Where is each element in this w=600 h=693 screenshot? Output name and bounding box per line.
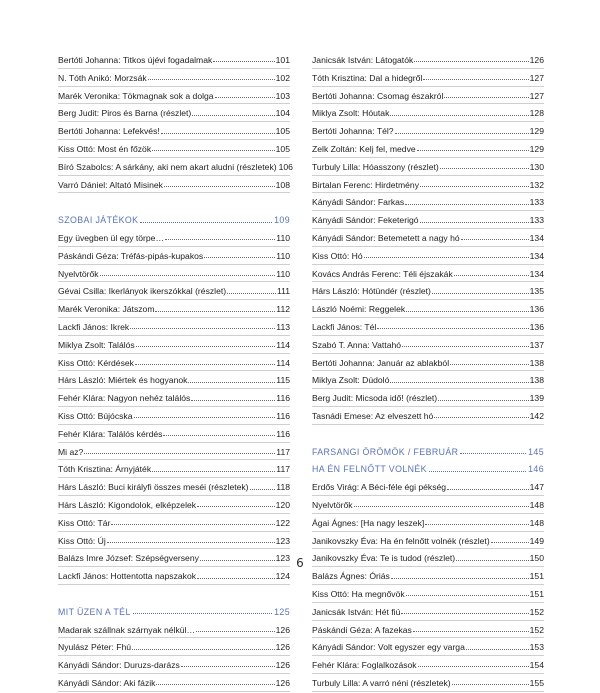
- page-ref: 138: [529, 375, 544, 386]
- dot-leader: [191, 394, 275, 401]
- toc-entry: [312, 497, 544, 515]
- entry-title: Kiss Ottó: Tár: [58, 517, 111, 528]
- toc-entry: [58, 426, 290, 444]
- toc-entry: [312, 283, 544, 301]
- page-ref: 101: [275, 55, 290, 65]
- page-ref: 126: [275, 660, 290, 671]
- entry-title: Kányádi Sándor: Feketerigó: [312, 215, 419, 226]
- dot-leader: [466, 643, 529, 650]
- dot-leader: [152, 465, 275, 472]
- toc-section-heading: [58, 604, 290, 622]
- toc-entry: [58, 52, 290, 70]
- dot-leader: [133, 607, 272, 614]
- toc-entry: [312, 337, 544, 355]
- toc-entry: [58, 88, 290, 106]
- dot-leader: [454, 269, 529, 276]
- entry-title: Kányádi Sándor: Betemetett a nagy hó: [312, 232, 460, 243]
- page-ref: 123: [275, 535, 290, 546]
- toc-entry: [58, 675, 290, 693]
- page-ref: 111: [276, 286, 290, 297]
- entry-title: Turbuly Lilla: A varró néni (részletek): [312, 677, 451, 688]
- entry-title: N. Tóth Anikó: Morzsák: [58, 72, 147, 83]
- entry-title: Bertóti Johanna: Január az ablakból: [312, 357, 450, 368]
- page-ref: 153: [529, 642, 544, 653]
- toc-entry: [312, 372, 544, 390]
- dot-leader: [196, 625, 275, 632]
- entry-title: Kiss Ottó: Most én főzök: [58, 143, 152, 154]
- dot-leader: [156, 678, 274, 685]
- toc-entry: [58, 444, 290, 462]
- toc-entry: [312, 515, 544, 533]
- dot-leader: [452, 678, 529, 685]
- toc-entry: [58, 461, 290, 479]
- toc-entry: [312, 70, 544, 88]
- entry-title: Miklya Zsolt: Dúdoló: [312, 375, 390, 386]
- dot-leader: [364, 251, 529, 258]
- section-title: FARSANGI ÖRÖMÖK / FEBRUÁR: [312, 446, 459, 457]
- page-ref: 152: [529, 624, 544, 635]
- entry-title: Miklya Zsolt: Hóutak: [312, 108, 390, 119]
- entry-title: Kányádi Sándor: Volt egyszer egy varga: [312, 642, 465, 653]
- section-title: MIT ÜZEN A TÉL: [58, 606, 131, 617]
- entry-title: Kányádi Sándor: Duruzs-darázs: [58, 660, 180, 671]
- dot-leader: [395, 127, 529, 134]
- page-ref: 126: [275, 624, 290, 635]
- entry-title: Varró Dániel: Altató Misinek: [58, 179, 163, 190]
- dot-leader: [215, 91, 275, 98]
- page-ref: 128: [529, 108, 544, 119]
- dot-leader: [164, 180, 275, 187]
- dot-leader: [390, 109, 528, 116]
- dot-leader: [438, 394, 529, 401]
- entry-title: Janikovszky Éva: Ha én felnőtt volnék (részlet): [312, 535, 490, 546]
- dot-leader: [354, 500, 529, 507]
- toc-entry: [312, 568, 544, 586]
- entry-title: Egy üvegben ül egy törpe…: [58, 232, 165, 243]
- entry-title: Madarak szállnak szárnyak nélkül…: [58, 624, 196, 635]
- section-spacer: [58, 194, 290, 212]
- entry-title: Kiss Ottó: Kérdések: [58, 357, 134, 368]
- page-ref: 115: [276, 375, 290, 386]
- page-ref: 125: [274, 606, 290, 617]
- dot-leader: [130, 322, 275, 329]
- page-ref: 112: [276, 304, 290, 315]
- toc-entry: [312, 408, 544, 426]
- page-ref: 117: [276, 464, 290, 475]
- page-ref: 113: [276, 321, 290, 332]
- dot-leader: [444, 91, 528, 98]
- page-ref: 148: [529, 517, 544, 528]
- page-ref: 110: [276, 232, 290, 243]
- dot-leader: [450, 358, 529, 365]
- entry-title: Balázs Imre József: Szépségverseny: [58, 553, 199, 564]
- dot-leader: [84, 447, 275, 454]
- toc-entry: [58, 372, 290, 390]
- entry-title: Birtalan Ferenc: Hirdetmény: [312, 179, 419, 190]
- entry-title: Szabó T. Anna: Vattahó: [312, 339, 402, 350]
- toc-entry: [58, 515, 290, 533]
- entry-title: Janicsák István: Hét fiú: [312, 606, 401, 617]
- toc-entry: [58, 355, 290, 373]
- page-ref: 133: [529, 215, 544, 226]
- toc-entry: [58, 568, 290, 586]
- entry-title: Hárs László: Miértek és hogyanok: [58, 375, 188, 386]
- toc-entry: [312, 657, 544, 675]
- entry-title: Tóth Krisztina: Árnyjáték: [58, 464, 152, 475]
- dot-leader: [227, 287, 276, 294]
- entry-title: Tóth Krisztina: Dal a hidegről: [312, 72, 423, 83]
- entry-title: Fehér Klára: Foglalkozások: [312, 660, 417, 671]
- entry-title: Kányádi Sándor: Farkas: [312, 197, 405, 208]
- entry-title: Kányádi Sándor: Aki fázik: [58, 677, 156, 688]
- dot-leader: [181, 660, 275, 667]
- dot-leader: [417, 144, 529, 151]
- page-ref: 132: [529, 179, 544, 190]
- toc-entry: [312, 88, 544, 106]
- toc-entry: [312, 675, 544, 693]
- entry-title: Marék Veronika: Tökmagnak sok a dolga: [58, 90, 214, 101]
- toc-entry: [312, 319, 544, 337]
- dot-leader: [461, 233, 529, 240]
- toc-entry: [312, 622, 544, 640]
- page-ref: 155: [529, 677, 544, 688]
- entry-title: Páskándi Géza: Tréfás-pipás-kupakos: [58, 250, 204, 261]
- page-ref: 129: [529, 126, 544, 137]
- dot-leader: [155, 305, 275, 312]
- toc-entry: [58, 622, 290, 640]
- dot-leader: [390, 376, 528, 383]
- page-ref: 102: [275, 72, 290, 83]
- page-ref: 117: [276, 446, 290, 457]
- page-ref: 148: [529, 499, 544, 510]
- dot-leader: [402, 340, 529, 347]
- dot-leader: [418, 660, 529, 667]
- entry-title: Hárs László: Hótündér (részlet): [312, 286, 431, 297]
- toc-entry: [312, 586, 544, 604]
- toc-entry: [312, 390, 544, 408]
- entry-title: Balázs Ágnes: Óriás: [312, 571, 390, 582]
- dot-leader: [405, 198, 528, 205]
- dot-leader: [111, 518, 274, 525]
- page-ref: 142: [529, 410, 544, 421]
- dot-leader: [460, 447, 526, 454]
- section-title: HA ÉN FELNŐTT VOLNÉK: [312, 464, 427, 475]
- toc-entry: [312, 177, 544, 195]
- toc-entry: [58, 390, 290, 408]
- entry-title: Fehér Klára: Találós kérdés: [58, 428, 163, 439]
- toc-entry: [58, 105, 290, 123]
- toc-entry: [58, 248, 290, 266]
- dot-leader: [100, 269, 276, 276]
- section-spacer: [58, 586, 290, 604]
- dot-leader: [192, 109, 274, 116]
- dot-leader: [165, 233, 275, 240]
- page-ref: 116: [276, 410, 290, 421]
- dot-leader: [420, 216, 529, 223]
- dot-leader: [432, 287, 529, 294]
- entry-title: Marék Veronika: Játszom: [58, 304, 155, 315]
- dot-leader: [401, 607, 528, 614]
- page-ref: 136: [529, 304, 544, 315]
- entry-title: Bertóti Johanna: Csomag északról: [312, 90, 444, 101]
- dot-leader: [132, 643, 275, 650]
- page-ref: 151: [529, 588, 544, 599]
- page-ref: 147: [529, 482, 544, 493]
- page-ref: 123: [275, 553, 290, 564]
- entry-title: Zelk Zoltán: Kelj fel, medve: [312, 143, 416, 154]
- page-ref: 108: [275, 179, 290, 190]
- page-ref: 139: [529, 393, 544, 404]
- toc-entry: [312, 159, 544, 177]
- page-ref: 122: [275, 517, 290, 528]
- page-ref: 126: [275, 677, 290, 688]
- page-ref: 126: [275, 642, 290, 653]
- dot-leader: [107, 536, 275, 543]
- toc-entry: [312, 52, 544, 70]
- toc-entry: [58, 301, 290, 319]
- page-ref: 127: [529, 72, 544, 83]
- toc-entry: [58, 337, 290, 355]
- page-ref: 135: [529, 286, 544, 297]
- page-ref: 152: [529, 606, 544, 617]
- page-ref: 134: [529, 250, 544, 261]
- page-ref: 136: [529, 321, 544, 332]
- entry-title: Kiss Ottó: Új: [58, 535, 106, 546]
- toc-entry: [58, 177, 290, 195]
- entry-title: Erdős Virág: A Béci-féle égi pékség: [312, 482, 447, 493]
- toc-entry: [312, 230, 544, 248]
- toc-entry: [58, 266, 290, 284]
- dot-leader: [213, 55, 274, 62]
- dot-leader: [406, 305, 529, 312]
- toc-entry: [58, 123, 290, 141]
- entry-title: Berg Judit: Piros és Barna (részlet): [58, 108, 192, 119]
- dot-leader: [391, 572, 529, 579]
- dot-leader: [188, 376, 275, 383]
- page-ref: 146: [528, 464, 544, 475]
- dot-leader: [434, 411, 528, 418]
- toc-entry: [312, 248, 544, 266]
- dot-leader: [197, 500, 275, 507]
- section-title: SZOBAI JÁTÉKOK: [58, 215, 139, 226]
- entry-title: Ágai Ágnes: [Ha nagy leszek]: [312, 517, 425, 528]
- page-ref: 127: [529, 90, 544, 101]
- page-ref: 105: [275, 126, 290, 137]
- entry-title: Berg Judit: Micsoda idő! (részlet): [312, 393, 438, 404]
- toc-entry: [312, 212, 544, 230]
- dot-leader: [420, 180, 529, 187]
- page-ref: 138: [529, 357, 544, 368]
- toc-entry: [58, 283, 290, 301]
- toc-entry: [58, 479, 290, 497]
- dot-leader: [148, 73, 275, 80]
- toc-entry: [58, 159, 293, 177]
- dot-leader: [140, 216, 272, 223]
- dot-leader: [161, 127, 275, 134]
- dot-leader: [423, 73, 528, 80]
- page-ref: 103: [275, 90, 290, 101]
- entry-title: Kiss Ottó: Bújócska: [58, 410, 133, 421]
- toc-entry: [312, 141, 544, 159]
- dot-leader: [204, 251, 275, 258]
- page-ref: 116: [276, 428, 290, 439]
- entry-title: Mi az?: [58, 446, 84, 457]
- toc-entry: [58, 230, 290, 248]
- entry-title: Tasnádi Emese: Az elveszett hó: [312, 410, 434, 421]
- toc-entry: [58, 408, 290, 426]
- toc-entry: [312, 533, 544, 551]
- page-ref: 106: [278, 161, 293, 172]
- entry-title: Kovács András Ferenc: Téli éjszakák: [312, 268, 453, 279]
- toc-entry: [58, 639, 290, 657]
- entry-title: Turbuly Lilla: Hóasszony (részlet): [312, 161, 439, 172]
- page-ref: 145: [528, 446, 544, 457]
- entry-title: Nyelvtörők: [312, 499, 353, 510]
- dot-leader: [429, 465, 526, 472]
- toc-entry: [312, 266, 544, 284]
- toc-entry: [312, 301, 544, 319]
- toc-entry: [312, 479, 544, 497]
- page-ref: 110: [276, 268, 290, 279]
- entry-title: Janikovszky Éva: Te is tudod (részlet): [312, 553, 456, 564]
- entry-title: Bertóti Johanna: Tél?: [312, 126, 394, 137]
- page-ref: 116: [276, 393, 290, 404]
- toc-entry: [58, 141, 290, 159]
- toc-entry: [58, 533, 290, 551]
- entry-title: Bíró Szabolcs: A sárkány, aki nem akart aludni (részletek): [58, 161, 277, 172]
- page-ref: 109: [274, 215, 290, 226]
- dot-leader: [447, 483, 529, 490]
- entry-title: Bertóti Johanna: Lefekvés!: [58, 126, 160, 137]
- page-ref: 105: [275, 143, 290, 154]
- dot-leader: [250, 483, 276, 490]
- page-ref: 126: [529, 55, 544, 65]
- page-ref: 137: [529, 339, 544, 350]
- entry-title: Nyelvtörők: [58, 268, 99, 279]
- dot-leader: [491, 536, 529, 543]
- toc-section-heading: [312, 444, 544, 462]
- page-ref: 114: [276, 339, 290, 350]
- dot-leader: [197, 572, 275, 579]
- toc-entry: [312, 194, 544, 212]
- page-ref: 133: [529, 197, 544, 208]
- page-ref: 129: [529, 143, 544, 154]
- dot-leader: [136, 340, 276, 347]
- entry-title: Hárs László: Buci királyfi összes meséi (részletek): [58, 482, 249, 493]
- toc-entry: [312, 123, 544, 141]
- entry-title: Fehér Klára: Nagyon nehéz találós: [58, 393, 191, 404]
- entry-title: Kiss Ottó: Ha megnővök: [312, 588, 405, 599]
- toc-entry: [58, 657, 290, 675]
- dot-leader: [152, 144, 275, 151]
- toc-section-heading: [58, 212, 290, 230]
- entry-title: Miklya Zsolt: Találós: [58, 339, 135, 350]
- toc-section-heading: [312, 461, 544, 479]
- toc-entry: [312, 355, 544, 373]
- page-ref: 134: [529, 268, 544, 279]
- page-ref: 150: [529, 553, 544, 564]
- dot-leader: [163, 429, 275, 436]
- page-ref: 114: [276, 357, 290, 368]
- toc-entry: [58, 70, 290, 88]
- entry-title: Lackfi János: Tél: [312, 321, 377, 332]
- toc-entry: [312, 105, 544, 123]
- entry-title: Bertóti Johanna: Titkos újévi fogadalmak: [58, 55, 213, 65]
- page-ref: 149: [529, 535, 544, 546]
- dot-leader: [135, 358, 275, 365]
- toc-entry: [312, 604, 544, 622]
- page-ref: 154: [529, 660, 544, 671]
- page-ref: 124: [275, 571, 290, 582]
- entry-title: Kiss Ottó: Hó: [312, 250, 363, 261]
- entry-title: Hárs László: Kigondolok, elképzelek: [58, 499, 197, 510]
- toc-entry: [58, 497, 290, 515]
- page-number: 6: [296, 556, 304, 570]
- page-ref: 130: [529, 161, 544, 172]
- entry-title: Gévai Csilla: Ikerlányok ikerszókkal (részlet): [58, 286, 227, 297]
- entry-title: Nyulász Péter: Fhú: [58, 642, 132, 653]
- page-ref: 110: [276, 250, 290, 261]
- entry-title: Lackfi János: Ikrek: [58, 321, 130, 332]
- entry-title: Janicsák István: Látogatók: [312, 55, 414, 65]
- dot-leader: [440, 162, 529, 169]
- dot-leader: [414, 55, 528, 62]
- page-ref: 118: [276, 482, 290, 493]
- entry-title: László Noémi: Reggelek: [312, 304, 406, 315]
- toc-left-column: [58, 52, 293, 693]
- dot-leader: [377, 322, 528, 329]
- page-ref: 151: [529, 571, 544, 582]
- entry-title: Páskándi Géza: A fazekas: [312, 624, 412, 635]
- toc-entry: [58, 319, 290, 337]
- section-spacer: [312, 426, 544, 444]
- entry-title: Lackfi János: Hottentotta napszakok: [58, 571, 197, 582]
- dot-leader: [425, 518, 528, 525]
- dot-leader: [134, 411, 276, 418]
- toc-entry: [312, 639, 544, 657]
- page-ref: 134: [529, 232, 544, 243]
- page-ref: 104: [275, 108, 290, 119]
- page-ref: 120: [275, 499, 290, 510]
- toc-right-column: [312, 52, 544, 693]
- dot-leader: [406, 589, 529, 596]
- dot-leader: [413, 625, 529, 632]
